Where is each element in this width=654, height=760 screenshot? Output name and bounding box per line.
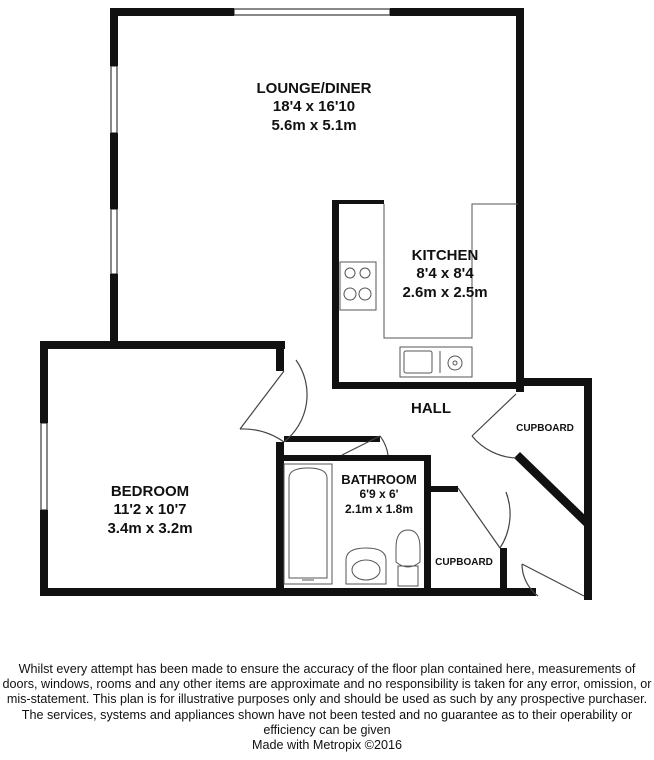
bath-basin [289,468,327,578]
toilet-cistern [398,566,418,586]
kitchen-name: KITCHEN [411,247,479,264]
bathroom-name: BATHROOM [341,472,417,487]
wall-bathroom-right [424,455,431,591]
door-lounge [240,371,284,442]
wall-bedroom-left-1 [40,341,48,423]
wall-bedroom-right-1 [276,341,284,371]
kitchen-label [380,247,510,302]
bathroom-metric: 2.1m x 1.8m [344,502,414,516]
wall-bedroom-right-2 [276,442,284,594]
disclaimer-text: Whilst every attempt has been made to ensure the accuracy of the floor plan contained here, measurements of doors, windows, rooms and any other items are approximate and no responsibility is taken for any error, omission, or mis-statement. This plan is for illustrative purposes only and should be used as such by any prospective purchaser. The services, systems and appliances shown have not been tested and no guarantee as to their operability or efficiency can be given [2,662,652,737]
wall-lounge-left-3 [110,274,118,349]
lounge-name: LOUNGE/DINER [256,80,372,97]
window-top [234,9,390,15]
wall-cupboard-top [516,378,592,386]
door-bedroom [284,360,307,442]
wall-kitchen-top [332,200,384,204]
wall-kitchen-left [332,200,339,388]
wall-lounge-right [516,8,524,392]
bathroom-imperial: 6'9 x 6' [359,487,399,501]
washbasin-bowl [352,560,380,580]
hob [340,262,376,310]
wall-lounge-top-left [110,8,234,16]
bedroom-metric: 3.4m x 3.2m [107,520,193,537]
wall-lounge-left-1 [110,8,118,66]
wall-bedroom-hall [284,436,380,442]
wall-bathroom-top [278,455,428,461]
wall-bottom [40,588,524,596]
bedroom-label [80,483,220,538]
sink-drain [448,356,462,370]
lounge-metric: 5.6m x 5.1m [271,117,357,134]
wall-cupboard-diagonal [514,452,590,526]
wall-bedroom-top [40,341,285,349]
door-cupboard-lower [458,488,510,548]
disclaimer-credit: Made with Metropix ©2016 [252,738,402,753]
bathroom-label [334,472,424,517]
hall-label: HALL [411,400,451,417]
wall-lounge-top-right [390,8,524,16]
bedroom-name: BEDROOM [110,483,190,500]
wall-outer-right [584,378,592,600]
sink-bowl [404,351,432,373]
window-bedroom [41,423,47,510]
washbasin [346,548,386,584]
kitchen-metric: 2.6m x 2.5m [402,284,488,301]
wall-lounge-left-2 [110,133,118,209]
bath [284,464,332,584]
wall-kitchen-bottom [332,382,524,389]
toilet-bowl [396,530,420,567]
bedroom-imperial: 11'2 x 10'7 [113,501,187,518]
cupboard-upper-label: CUPBOARD [516,423,574,434]
window-lounge-left-1 [111,66,117,133]
window-lounge-left-2 [111,209,117,274]
lounge-label [214,80,414,135]
wall-cupboard-lower-top [424,486,458,492]
disclaimer [0,662,654,753]
wall-bedroom-left-2 [40,510,48,594]
wall-cupboard-lower-right [500,548,507,592]
lounge-imperial: 18'4 x 16'10 [272,98,356,115]
kitchen-imperial: 8'4 x 8'4 [416,265,474,282]
cupboard-lower-label: CUPBOARD [435,557,493,568]
sink-drain-inner [453,361,457,365]
